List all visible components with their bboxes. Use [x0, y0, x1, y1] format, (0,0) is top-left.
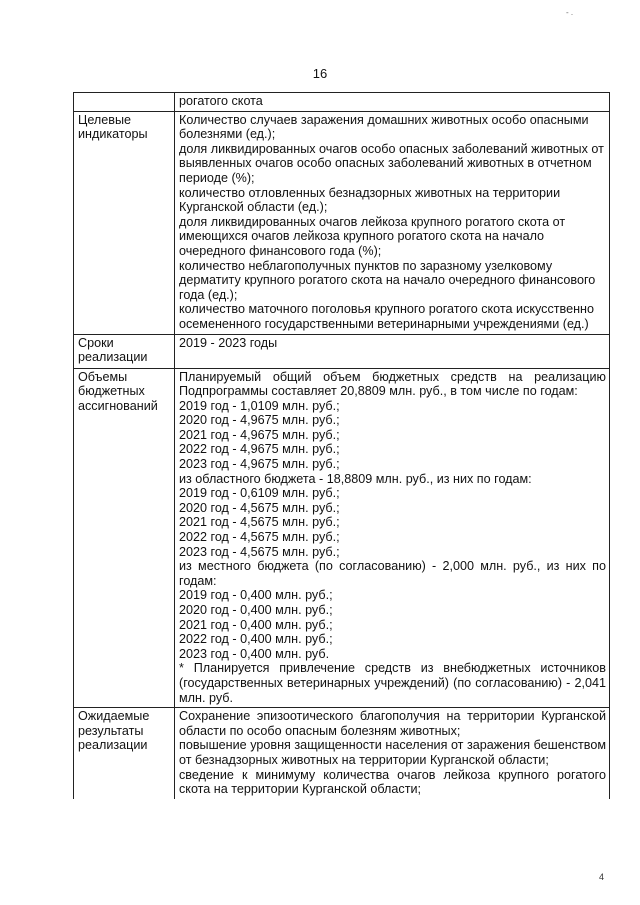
row-line: из местного бюджета (по согласованию) - 2,000 млн. руб., из них по годам:	[179, 559, 606, 588]
scan-mark-top: - .	[566, 8, 574, 17]
row-line: 2023 год - 4,5675 млн. руб.;	[179, 544, 340, 559]
row-line: доля ликвидированных очагов особо опасных заболеваний животных от выявленных очагов особо опасных заболеваний животных в отчетном периоде (%);	[179, 141, 604, 185]
row-label: Объемы бюджетных ассигнований	[74, 368, 175, 708]
row-line: Планируемый общий объем бюджетных средств на реализацию Подпрограммы составляет 20,8809 млн. руб., в том числе по годам:	[179, 369, 606, 399]
subprogram-passport-table	[73, 92, 610, 799]
row-line: 2019 год - 0,6109 млн. руб.;	[179, 486, 340, 501]
row-value	[175, 708, 610, 799]
row-line: 2022 год - 4,9675 млн. руб.;	[179, 442, 340, 457]
row-line: доля ликвидированных очагов лейкоза крупного рогатого скота от имеющихся очагов лейкоза крупного рогатого скота на начало очередного финансового года (%);	[179, 214, 566, 258]
row-line: количество маточного поголовья крупного рогатого скота искусственно осемененного государственными ветеринарными учреждениями (ед.)	[179, 302, 594, 331]
row-value	[175, 111, 610, 334]
row-line: 2021 год - 4,5675 млн. руб.;	[179, 515, 340, 530]
row-label: Целевые индикаторы	[74, 111, 175, 334]
row-line: рогатого скота	[179, 94, 263, 108]
row-line: количество неблагополучных пунктов по заразному узелковому дерматиту крупного рогатого скота на начало очередного финансового года (ед.);	[179, 258, 596, 302]
row-line: количество отловленных безнадзорных животных на территории Курганской области (ед.);	[179, 185, 561, 215]
row-value	[175, 93, 610, 112]
row-line: 2022 год - 0,400 млн. руб.;	[179, 632, 333, 647]
row-line: Сохранение эпизоотического благополучия на территории Курганской области по особо опасным болезням животных;	[179, 709, 606, 738]
row-line: 2019 - 2023 годы	[179, 335, 278, 350]
row-line: * Планируется привлечение средств из внебюджетных источников (государственных ветеринарных учреждений) (по согласованию) - 2,041 млн. руб.	[179, 661, 606, 705]
row-line: 2020 год - 4,5675 млн. руб.;	[179, 500, 340, 515]
row-line: 2021 год - 0,400 млн. руб.;	[179, 617, 333, 632]
row-line: 2020 год - 4,9675 млн. руб.;	[179, 413, 340, 428]
row-line: 2021 год - 4,9675 млн. руб.;	[179, 427, 340, 442]
row-label: Сроки реализации	[74, 334, 175, 368]
table-row	[74, 334, 610, 368]
table-row	[74, 708, 610, 799]
table-row	[74, 368, 610, 708]
row-label	[74, 93, 175, 112]
scan-mark-bottom: 4	[599, 872, 605, 882]
table-row	[74, 93, 610, 112]
row-line: 2019 год - 1,0109 млн. руб.;	[179, 398, 340, 413]
row-label: Ожидаемые результаты реализации	[74, 708, 175, 799]
row-line: 2020 год - 0,400 млн. руб.;	[179, 603, 333, 617]
row-line: сведение к минимуму количества очагов лейкоза крупного рогатого скота на территории Курганской области;	[179, 767, 606, 797]
row-line: из областного бюджета - 18,8809 млн. руб., из них по годам:	[179, 471, 532, 486]
row-value	[175, 334, 610, 368]
table-row	[74, 111, 610, 334]
page-number: 16	[312, 66, 328, 81]
row-line: 2022 год - 4,5675 млн. руб.;	[179, 530, 340, 545]
row-line: Количество случаев заражения домашних животных особо опасными болезнями (ед.);	[179, 112, 589, 142]
row-line: 2019 год - 0,400 млн. руб.;	[179, 588, 333, 603]
row-line: повышение уровня защищенности населения от заражения бешенством от безнадзорных животных на территории Курганской области;	[179, 738, 606, 767]
row-line: 2023 год - 4,9675 млн. руб.;	[179, 457, 340, 472]
row-value	[175, 368, 610, 708]
row-line: 2023 год - 0,400 млн. руб.	[179, 646, 330, 661]
